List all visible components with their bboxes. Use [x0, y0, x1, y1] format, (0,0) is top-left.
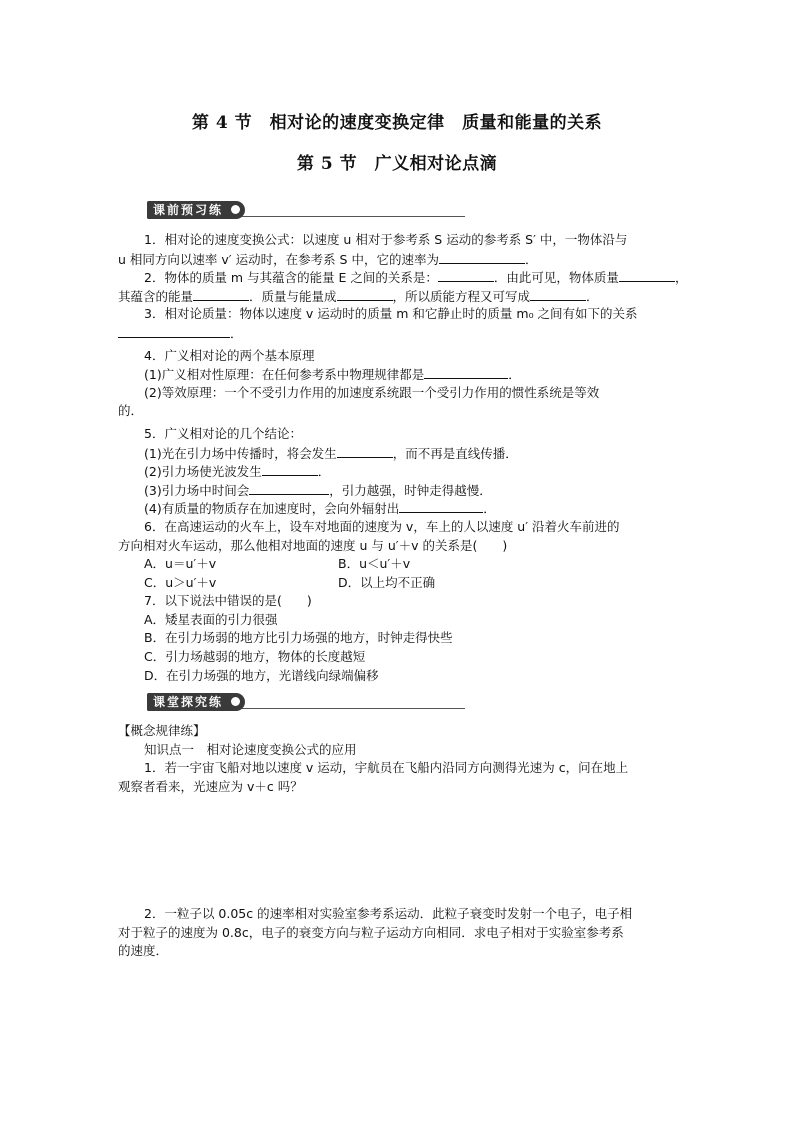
- section-label-text: 课堂探究练: [153, 695, 224, 709]
- preview-q3-line2: [118, 324, 678, 343]
- preview-q1-line2: [118, 250, 678, 269]
- answer-blank[interactable]: [337, 444, 393, 458]
- answer-blank[interactable]: [399, 499, 483, 513]
- preview-q3-line1: 3．相对论质量：物体以速度 v 运动时的质量 m 和它静止时的质量 m₀ 之间有如下的关系: [144, 306, 638, 322]
- punctuation: ．: [586, 288, 599, 304]
- preview-q2-line2: [118, 287, 678, 306]
- classroom-q2-line3: 的速度．: [118, 943, 169, 959]
- question-text: u 相同方向以速率 v′ 运动时，在参考系 S 中，它的速率为: [118, 251, 439, 267]
- punctuation: ．: [508, 367, 521, 383]
- question-text: ．由此可见，物体质量: [493, 270, 619, 286]
- preview-q4-2-line1: (2)等效原理：一个不受引力作用的加速度系统跟一个受引力作用的惯性系统是等效: [144, 384, 600, 400]
- classroom-q1-line1: 1．若一宇宙飞船对地以速度 v 运动，宇航员在飞船内沿同方向测得光速为 c，问在地上: [144, 760, 629, 776]
- bullet-dot-icon: [231, 205, 240, 214]
- classroom-questions: [118, 722, 678, 796]
- option-b[interactable]: B．u＜u′＋v: [338, 556, 411, 572]
- section-label: [147, 693, 245, 711]
- answer-blank[interactable]: [439, 250, 525, 264]
- option-d[interactable]: D．在引力场强的地方，光谱线向绿端偏移: [144, 667, 379, 683]
- preview-q5-3: [118, 481, 678, 500]
- classroom-q2-line2: 对于粒子的速度为 0.8c，电子的衰变方向与粒子运动方向相同．求电子相对于实验室参考系: [118, 924, 624, 940]
- classroom-question-2: [118, 905, 678, 961]
- option-c[interactable]: C．u＞u′＋v: [144, 574, 217, 590]
- preview-q5-2: [118, 462, 678, 481]
- preview-q4-2-line2: 的．: [118, 403, 144, 419]
- punctuation: ．: [524, 251, 538, 267]
- section-header-preview: [147, 201, 465, 221]
- page-subtitle: 第 5 节 广义相对论点滴: [296, 154, 498, 174]
- preview-q6-options-ab: [118, 555, 678, 574]
- preview-q5-head: 5．广义相对论的几个结论：: [144, 425, 302, 441]
- preview-q6-options-cd: [118, 574, 678, 593]
- answer-blank[interactable]: [438, 268, 494, 282]
- answer-blank[interactable]: [424, 365, 508, 379]
- question-text: (2)引力场使光波发生: [144, 464, 262, 480]
- question-text: ，而不再是直线传播．: [392, 445, 518, 461]
- punctuation: ．: [483, 501, 496, 517]
- preview-q4-head: 4．广义相对论的两个基本原理: [144, 347, 315, 363]
- question-text: (1)光在引力场中传播时，将会发生: [144, 445, 337, 461]
- question-text: 其蕴含的能量: [118, 288, 194, 304]
- option-b[interactable]: B．在引力场弱的地方比引力场强的地方，时钟走得快些: [144, 630, 453, 646]
- preview-q4-1: [118, 365, 678, 384]
- punctuation: ，: [674, 270, 688, 286]
- option-d[interactable]: D．以上均不正确: [338, 574, 436, 590]
- preview-questions: [118, 231, 688, 685]
- preview-q1-line1: 1．相对论的速度变换公式：以速度 u 相对于参考系 S 运动的参考系 S′ 中，一物体沿与: [144, 232, 628, 247]
- answer-blank[interactable]: [337, 287, 393, 301]
- question-text: ，引力越强，时钟走得越慢．: [329, 482, 492, 498]
- section-label-text: 课前预习练: [153, 203, 224, 217]
- question-text: (3)引力场中时间会: [144, 482, 250, 498]
- preview-q7-head: 7．以下说法中错误的是( ): [144, 593, 312, 609]
- question-text: 2．物体的质量 m 与其蕴含的能量 E 之间的关系是：: [144, 270, 438, 286]
- punctuation: ．: [230, 325, 243, 341]
- question-text: (4)有质量的物质存在加速度时，会向外辐射出: [144, 501, 400, 517]
- answer-blank[interactable]: [530, 287, 586, 301]
- answer-blank[interactable]: [118, 324, 230, 338]
- knowledge-point-heading: 知识点一 相对论速度变换公式的应用: [144, 741, 357, 757]
- option-a[interactable]: A．矮星表面的引力很强: [144, 611, 278, 627]
- preview-q6-line1: 6．在高速运动的火车上，设车对地面的速度为 v，车上的人以速度 u′ 沿着火车前进的: [144, 518, 620, 534]
- section-header-classroom: [147, 693, 465, 713]
- preview-q5-4: [118, 499, 678, 518]
- punctuation: ．: [317, 464, 331, 480]
- section-label: [147, 201, 245, 219]
- bullet-dot-icon: [231, 697, 240, 706]
- answer-blank[interactable]: [249, 481, 329, 495]
- concept-tag: 【概念规律练】: [118, 723, 206, 738]
- option-c[interactable]: C．引力场越弱的地方，物体的长度越短: [144, 649, 366, 665]
- answer-blank[interactable]: [619, 268, 675, 282]
- classroom-q2-line1: 2．一粒子以 0.05c 的速率相对实验室参考系运动．此粒子衰变时发射一个电子，电子相: [144, 906, 633, 921]
- page-title: 第 4 节 相对论的速度变换定律 质量和能量的关系: [191, 113, 603, 133]
- answer-blank[interactable]: [262, 462, 318, 476]
- preview-q2-line1: [118, 268, 688, 287]
- question-text: (1)广义相对性原理：在任何参考系中物理规律都是: [144, 367, 425, 383]
- question-text: ．质量与能量成: [249, 288, 337, 304]
- answer-blank[interactable]: [193, 287, 249, 301]
- classroom-q1-line2: 观察者看来，光速应为 v＋c 吗？: [118, 778, 303, 794]
- preview-q5-1: [118, 444, 678, 463]
- option-a[interactable]: A．u＝u′＋v: [144, 556, 217, 572]
- preview-q6-line2: 方向相对火车运动，那么他相对地面的速度 u 与 u′＋v 的关系是( ): [118, 537, 508, 553]
- question-text: ，所以质能方程又可写成: [392, 288, 531, 304]
